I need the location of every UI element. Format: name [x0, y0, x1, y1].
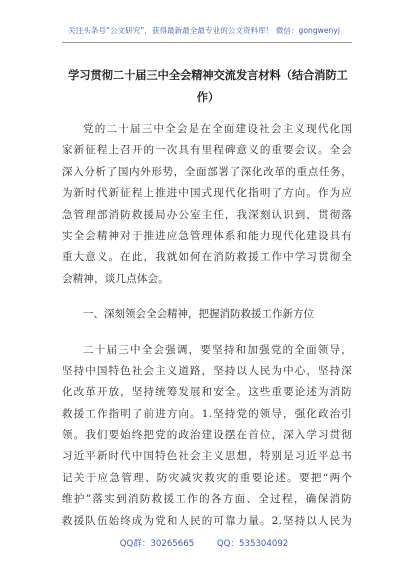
- paragraph-gap: [62, 326, 352, 340]
- text-line: 救援工作指明了前进方向。1.坚持党的领导，强化政治引: [62, 407, 352, 420]
- text-line: 二十届三中全会强调，要坚持和加强党的全面领导，: [83, 343, 352, 356]
- text-line: 化改革开放，坚持统筹发展和安全。这些重要论述为消防: [62, 386, 352, 399]
- document-title: [62, 65, 354, 109]
- text-line: 救援队伍始终成为党和人民的可靠力量。2.坚持以人民为: [62, 514, 352, 527]
- text-line: 党的二十届三中全会是在全面建设社会主义现代化国: [83, 123, 352, 135]
- title-line: 学习贯彻二十届三中全会精神交流发言材料（结合消防工: [68, 69, 348, 82]
- section-heading: 一、深刻领会全会精神，把握消防救援工作新方位: [83, 308, 314, 321]
- text-line: 急管理部消防救援局办公室主任，我深刻认识到，贯彻落: [62, 208, 352, 221]
- paragraph-intro: [62, 119, 352, 290]
- text-line: 习近平新时代中国特色社会主义思想，特别是习近平总书: [62, 450, 352, 463]
- footer-qq: QQ：535304092: [216, 539, 289, 549]
- text-line: 会精神，谈几点体会。: [62, 272, 169, 285]
- header-divider: [62, 42, 352, 43]
- text-line: 领。我们要始终把党的政治建设摆在首位，深入学习贯彻: [62, 429, 352, 442]
- paragraph-gap: [62, 290, 352, 304]
- text-line: 家新征程上召开的一次具有里程碑意义的重要会议。全会: [62, 144, 352, 157]
- document-body: [62, 119, 352, 532]
- paragraph-section1: [62, 340, 352, 533]
- footer-qq-group: QQ群：30265665: [119, 539, 195, 549]
- text-line: 维护”落实到消防救援工作的各方面、全过程，确保消防: [62, 493, 352, 506]
- title-line: 作）: [196, 91, 220, 104]
- text-line: 重大意义。在此，我就如何在消防救援工作中学习贯彻全: [62, 251, 352, 264]
- text-line: 为新时代新征程上推进中国式现代化指明了方向。作为应: [62, 187, 352, 200]
- footer-contact: [0, 537, 408, 549]
- text-line: 实全会精神对于推进应急管理体系和能力现代化建设具有: [62, 229, 352, 242]
- text-line: 深入分析了国内外形势，全面部署了深化改革的重点任务，: [62, 165, 352, 178]
- text-line: 记关于应急管理、防灾减灾救灾的重要论述。要把“两个: [62, 471, 352, 484]
- header-banner: 关注头条号“公文研究”，获得最新最全最专业的公文资料库！ 微信：gongwenyj: [68, 26, 340, 35]
- text-line: 坚持中国特色社会主义道路，坚持以人民为中心，坚持深: [62, 364, 352, 377]
